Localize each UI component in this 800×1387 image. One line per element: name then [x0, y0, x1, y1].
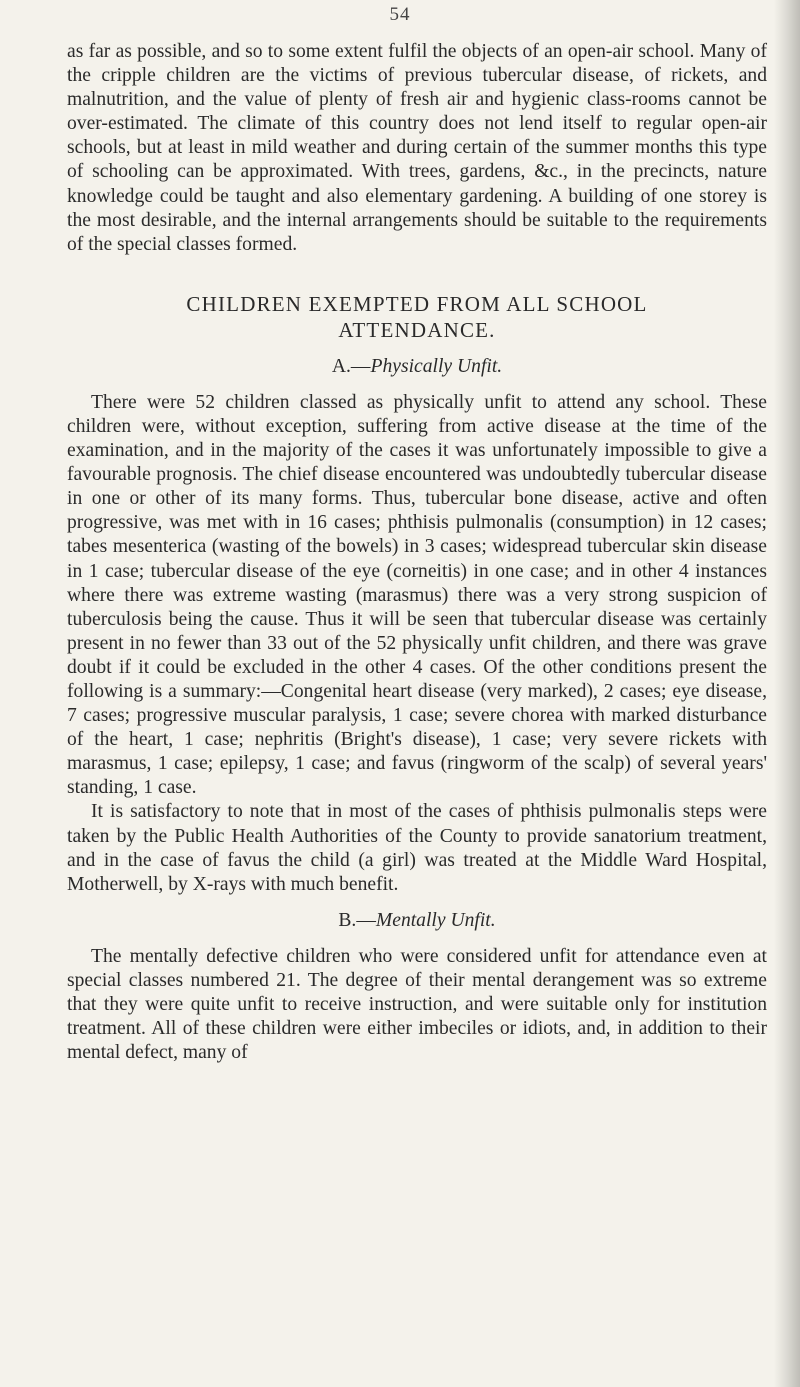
- subsection-b-title: Mentally Unfit.: [375, 909, 496, 931]
- subsection-b-paragraph-1: The mentally defective children who were considered unfit for attendance even at special classes numbered 21. The degree of their mental derangement was so extreme that they were quite unfit to receive instruction, and were suitable only for institution treatment. All of these children were either imbeciles or idiots, and, in addition to their mental defect, many of: [67, 945, 767, 1064]
- subsection-b-heading: [67, 909, 767, 933]
- page-content: [67, 40, 767, 1065]
- intro-paragraph: as far as possible, and so to some extent fulfil the objects of an open-air school. Many of the cripple children are the victims of previous tubercular disease, of rickets, and malnutrition, and the value of plenty of fresh air and hygienic class-rooms cannot be over-estimated. The climate of this country does not lend itself to regular open-air schools, but at least in mild weather and during certain of the summer months this type of schooling can be approximated. With trees, gardens, &c., in the precincts, nature knowledge could be taught and also elementary gardening. A building of one storey is the most desirable, and the internal arrangements should be suitable to the requirements of the special classes formed.: [67, 41, 767, 255]
- subsection-a-letter: A.—: [331, 355, 371, 377]
- subsection-b-letter: B.—: [338, 909, 376, 931]
- section-heading-line-2: ATTENDANCE.: [338, 317, 496, 342]
- subsection-a-heading: [67, 355, 767, 379]
- page-edge-shadow: [774, 0, 800, 1387]
- page-number: 54: [389, 4, 411, 25]
- subsection-a-title: Physically Unfit.: [370, 355, 503, 377]
- subsection-a-paragraph-2: It is satisfactory to note that in most of the cases of phthisis pulmonalis steps were taken by the Public Health Authorities of the County to provide sanatorium treatment, and in the case of favus the child (a girl) was treated at the Middle Ward Hospital, Motherwell, by X-rays with much benefit.: [67, 801, 767, 895]
- section-heading: [67, 291, 767, 343]
- subsection-a-paragraph-1: There were 52 children classed as physically unfit to attend any school. These children were, without exception, suffering from active disease at the time of the examination, and in the majority of the cases it was unfortunately impossible to give a favourable prognosis. The chief disease encountered was undoubtedly tubercular disease in one or other of its many forms. Thus, tubercular bone disease, active and often progressive, was met with in 16 cases; phthisis pulmonalis (consumption) in 12 cases; tabes mesenterica (wasting of the bowels) in 3 cases; widespread tubercular skin disease in 1 case; tubercular disease of the eye (corneitis) in one case; and in other 4 instances where there was extreme wasting (marasmus) there was a very strong suspicion of tuberculosis being the cause. Thus it will be seen that tubercular disease was certainly present in no fewer than 33 out of the 52 physically unfit children, and there was grave doubt if it could be excluded in the other 4 cases. Of the other conditions present the following is a summary:—Congenital heart disease (very marked), 2 cases; eye disease, 7 cases; progressive muscular paralysis, 1 case; severe chorea with marked disturbance of the heart, 1 case; nephritis (Bright's disease), 1 case; very severe rickets with marasmus, 1 case; epilepsy, 1 case; and favus (ringworm of the scalp) of several years' standing, 1 case.: [67, 391, 767, 799]
- section-heading-line-1: CHILDREN EXEMPTED FROM ALL SCHOOL: [186, 291, 648, 316]
